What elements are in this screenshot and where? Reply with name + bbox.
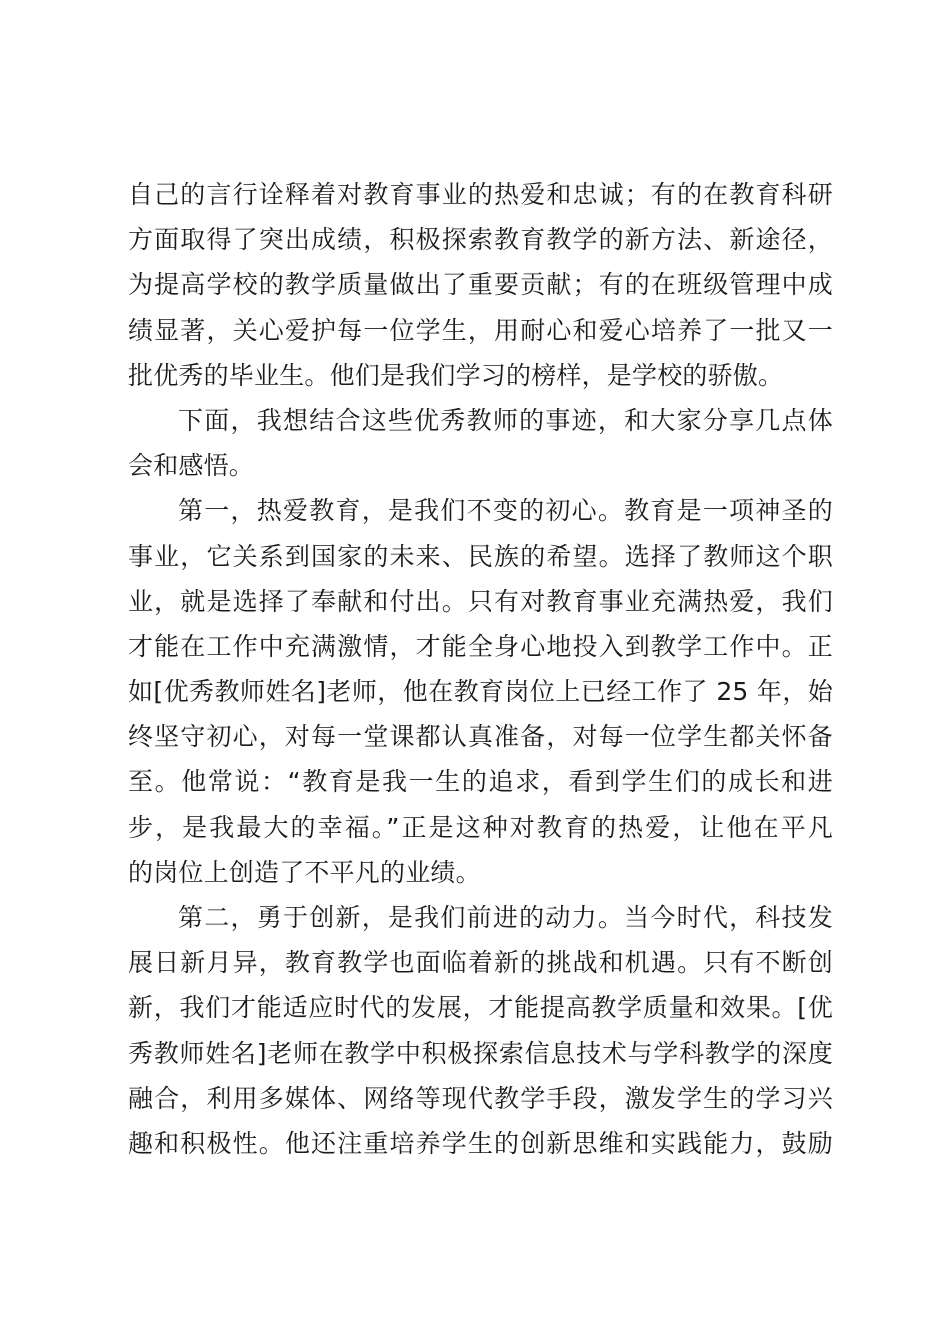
text-line: 才能在工作中充满激情，才能全身心地投入到教学工作中。正 [128, 631, 833, 661]
text-line: 终坚守初心，对每一堂课都认真准备，对每一位学生都关怀备 [128, 722, 833, 752]
text-line: 下面，我想结合这些优秀教师的事迹，和大家分享几点体 [178, 405, 833, 435]
text-line: 的岗位上创造了不平凡的业绩。 [128, 857, 481, 887]
text-line: 如[优秀教师姓名]老师，他在教育岗位上已经工作了 25 年，始 [128, 677, 833, 707]
text-line: 自己的言行诠释着对教育事业的热爱和忠诚；有的在教育科研 [128, 180, 833, 209]
text-line: 方面取得了突出成绩，积极探索教育教学的新方法、新途径， [128, 225, 833, 255]
text-line: 新，我们才能适应时代的发展，才能提高教学质量和效果。[优 [128, 993, 833, 1023]
text-line: 业，就是选择了奉献和付出。只有对教育事业充满热爱，我们 [128, 586, 833, 616]
text-line: 为提高学校的教学质量做出了重要贡献；有的在班级管理中成 [128, 270, 833, 300]
body-text [128, 172, 833, 1166]
text-line: 趣和积极性。他还注重培养学生的创新思维和实践能力，鼓励 [128, 1128, 833, 1158]
text-line: 秀教师姓名]老师在教学中积极探索信息技术与学科教学的深度 [128, 1038, 833, 1068]
text-line: 展日新月异，教育教学也面临着新的挑战和机遇。只有不断创 [128, 948, 833, 978]
text-line: 第一，热爱教育，是我们不变的初心。教育是一项神圣的 [178, 496, 833, 526]
text-line: 融合，利用多媒体、网络等现代教学手段，激发学生的学习兴 [128, 1083, 833, 1113]
text-line: 至。他常说：“教育是我一生的追求，看到学生们的成长和进 [128, 767, 833, 797]
text-line: 第二，勇于创新，是我们前进的动力。当今时代，科技发 [178, 903, 833, 932]
text-line: 批优秀的毕业生。他们是我们学习的榜样，是学校的骄傲。 [128, 360, 784, 390]
text-line: 绩显著，关心爱护每一位学生，用耐心和爱心培养了一批又一 [128, 315, 833, 345]
text-line: 步，是我最大的幸福。”正是这种对教育的热爱，让他在平凡 [128, 812, 833, 842]
text-line: 事业，它关系到国家的未来、民族的希望。选择了教师这个职 [128, 541, 833, 571]
text-line: 会和感悟。 [128, 451, 255, 481]
